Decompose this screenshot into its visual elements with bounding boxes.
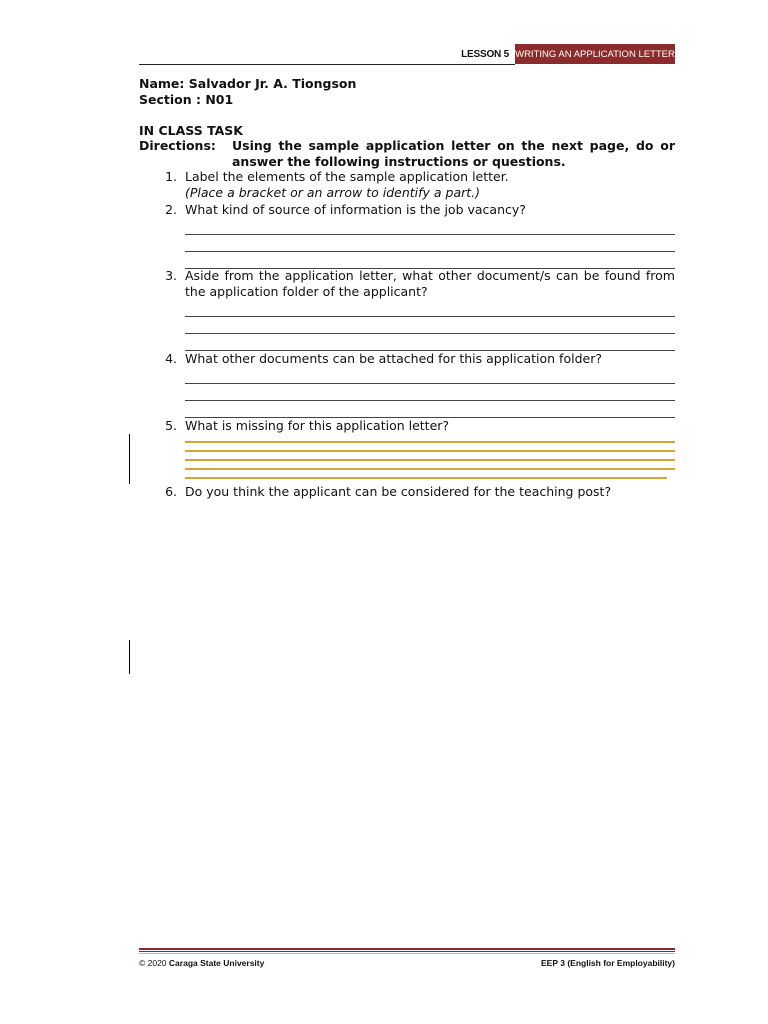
question-note: (Place a bracket or an arrow to identify a part.) bbox=[185, 185, 481, 200]
question-3 bbox=[139, 268, 675, 351]
answer-line[interactable] bbox=[185, 218, 675, 235]
copyright: © 2020 bbox=[139, 958, 167, 968]
question-text: Do you think the applicant can be considered for the teaching post? bbox=[185, 484, 612, 499]
question-text: Aside from the application letter, what other document/s can be found from the application folder of the applicant? bbox=[185, 268, 675, 299]
question-text: What kind of source of information is the job vacancy? bbox=[185, 202, 526, 217]
answer-line-highlighted[interactable] bbox=[185, 470, 667, 479]
footer-rule bbox=[139, 953, 675, 954]
lesson-title-badge bbox=[515, 44, 675, 64]
question-5 bbox=[139, 418, 675, 479]
question-number: 5. bbox=[165, 418, 177, 433]
lesson-number: LESSON 5 bbox=[461, 49, 509, 60]
question-2 bbox=[139, 202, 675, 269]
answer-line-highlighted[interactable] bbox=[185, 443, 675, 452]
answer-line[interactable] bbox=[185, 367, 675, 384]
page-footer bbox=[139, 948, 675, 968]
directions-label: Directions: bbox=[139, 138, 216, 153]
student-section: Section : N01 bbox=[139, 92, 234, 107]
answer-line[interactable] bbox=[185, 300, 675, 317]
directions bbox=[139, 138, 675, 170]
answer-line[interactable] bbox=[185, 252, 675, 269]
margin-bar-top bbox=[129, 434, 130, 484]
question-text: What other documents can be attached for this application folder? bbox=[185, 351, 602, 366]
question-text: What is missing for this application letter? bbox=[185, 418, 450, 433]
question-number: 3. bbox=[165, 268, 177, 283]
answer-line[interactable] bbox=[185, 334, 675, 351]
answer-line-highlighted[interactable] bbox=[185, 452, 675, 461]
university-name: Caraga State University bbox=[168, 958, 265, 968]
answer-line[interactable] bbox=[185, 384, 675, 401]
student-name: Name: Salvador Jr. A. Tiongson bbox=[139, 76, 357, 91]
margin-bar-bottom bbox=[129, 640, 130, 674]
question-number: 4. bbox=[165, 351, 177, 366]
answer-line[interactable] bbox=[185, 401, 675, 418]
question-number: 6. bbox=[165, 484, 177, 499]
footer-rule bbox=[139, 948, 675, 950]
question-number: 2. bbox=[165, 202, 177, 217]
directions-text: Using the sample application letter on the next page, do or answer the following instructions or questions. bbox=[232, 138, 675, 169]
question-4 bbox=[139, 351, 675, 418]
question-6 bbox=[139, 484, 675, 500]
footer-rule bbox=[139, 951, 675, 952]
footer-left bbox=[139, 958, 264, 968]
answer-line-highlighted[interactable] bbox=[185, 461, 675, 470]
page-header bbox=[139, 44, 675, 66]
answer-line[interactable] bbox=[185, 317, 675, 334]
answer-line[interactable] bbox=[185, 235, 675, 252]
footer-text bbox=[139, 958, 675, 968]
question-text: Label the elements of the sample application letter. bbox=[185, 169, 509, 184]
answer-line-highlighted[interactable] bbox=[185, 434, 675, 443]
lesson-title: WRITING AN APPLICATION LETTER bbox=[515, 48, 675, 60]
task-title: IN CLASS TASK bbox=[139, 123, 243, 138]
course-name: EEP 3 (English for Employability) bbox=[541, 958, 675, 968]
question-1 bbox=[139, 169, 675, 201]
header-rule bbox=[139, 64, 515, 65]
question-number: 1. bbox=[165, 169, 177, 184]
